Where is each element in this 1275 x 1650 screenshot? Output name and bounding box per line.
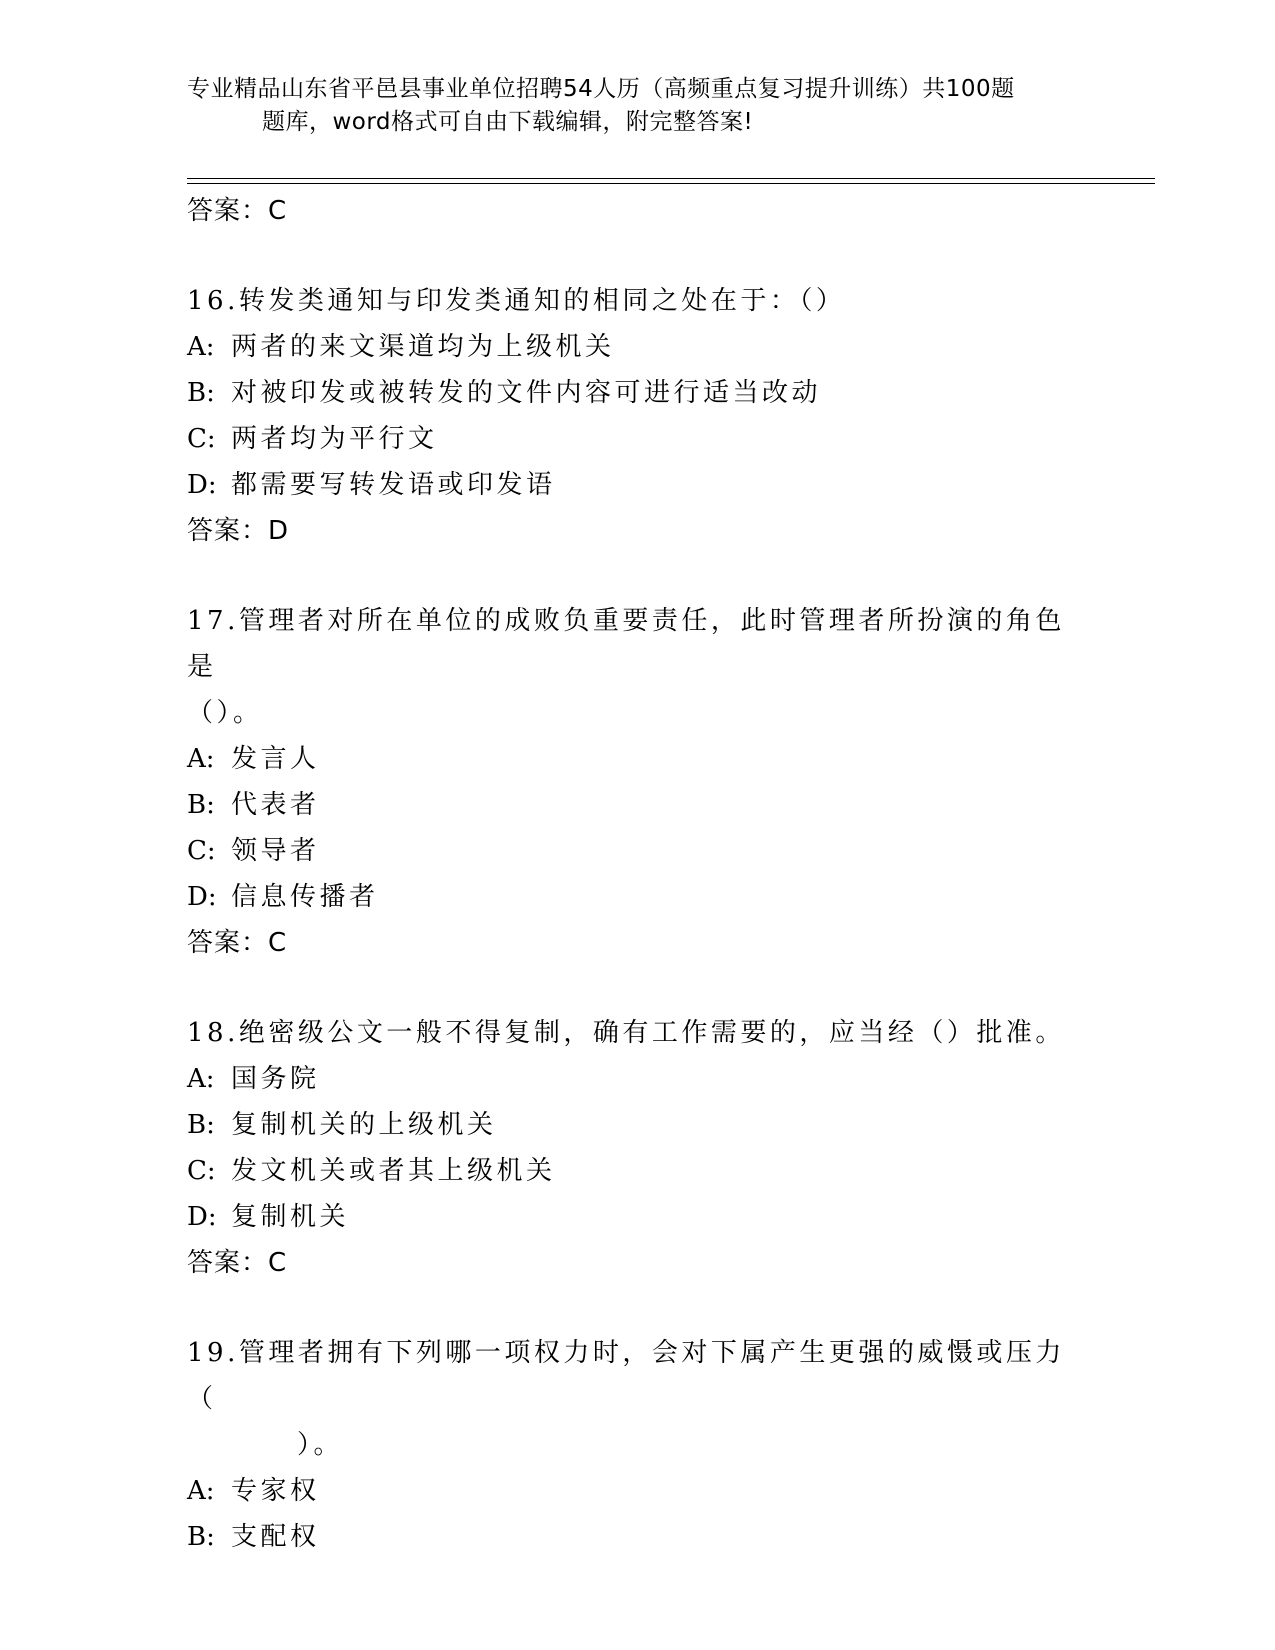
option-c — [187, 828, 1087, 874]
option-text: 对被印发或被转发的文件内容可进行适当改动 — [231, 378, 822, 408]
option-letter: B: — [187, 1110, 215, 1140]
option-letter: D: — [187, 470, 217, 500]
question-text: 18.绝密级公文一般不得复制，确有工作需要的，应当经（）批准。 — [187, 1018, 1065, 1048]
option-letter: B: — [187, 1522, 215, 1552]
answer: 答案：C — [187, 1248, 288, 1278]
option-letter: B: — [187, 378, 215, 408]
option-text: 都需要写转发语或印发语 — [231, 470, 556, 500]
option-text: 国务院 — [231, 1064, 320, 1094]
option-a — [187, 736, 1087, 782]
option-d — [187, 1194, 1087, 1240]
option-text: 支配权 — [231, 1522, 320, 1552]
option-text: 代表者 — [231, 790, 320, 820]
option-a — [187, 324, 1087, 370]
option-a — [187, 1468, 1087, 1514]
option-a — [187, 1056, 1087, 1102]
option-letter: C: — [187, 424, 216, 454]
question-16 — [187, 278, 1087, 554]
question-text: 16.转发类通知与印发类通知的相同之处在于：（） — [187, 286, 846, 316]
option-letter: B: — [187, 790, 215, 820]
option-text: 发言人 — [231, 744, 320, 774]
page-header — [187, 73, 1067, 139]
option-text: 两者均为平行文 — [231, 424, 438, 454]
header-divider-thin — [187, 183, 1155, 184]
question-19 — [187, 1330, 1087, 1560]
header-line-2: 题库，word格式可自由下载编辑，附完整答案! — [262, 109, 754, 135]
option-letter: C: — [187, 1156, 216, 1186]
option-b — [187, 370, 1087, 416]
option-text: 复制机关的上级机关 — [231, 1110, 497, 1140]
option-b — [187, 782, 1087, 828]
option-b — [187, 1102, 1087, 1148]
answer: 答案：D — [187, 516, 290, 546]
option-letter: A: — [187, 1064, 215, 1094]
option-letter: D: — [187, 1202, 217, 1232]
header-divider — [187, 178, 1155, 179]
option-c — [187, 1148, 1087, 1194]
option-c — [187, 416, 1087, 462]
question-text-continued: （）。 — [187, 698, 263, 728]
question-list — [187, 188, 1087, 1560]
option-text: 发文机关或者其上级机关 — [231, 1156, 556, 1186]
option-d — [187, 874, 1087, 920]
answer: 答案：C — [187, 928, 288, 958]
question-17 — [187, 598, 1087, 966]
option-letter: A: — [187, 1476, 215, 1506]
question-text: 17.管理者对所在单位的成败负重要责任，此时管理者所扮演的角色是 — [187, 606, 1065, 682]
option-text: 信息传播者 — [231, 882, 379, 912]
option-letter: A: — [187, 744, 215, 774]
option-d — [187, 462, 1087, 508]
option-letter: C: — [187, 836, 216, 866]
option-text: 复制机关 — [231, 1202, 350, 1232]
option-letter: D: — [187, 882, 217, 912]
previous-answer: 答案：C — [187, 196, 288, 226]
option-b — [187, 1514, 1087, 1560]
question-text: 19.管理者拥有下列哪一项权力时，会对下属产生更强的威慑或压力（ — [187, 1338, 1065, 1414]
option-text: 领导者 — [231, 836, 320, 866]
question-18 — [187, 1010, 1087, 1286]
question-text-continued: ）。 — [297, 1430, 344, 1460]
option-letter: A: — [187, 332, 215, 362]
header-line-1: 专业精品山东省平邑县事业单位招聘54人历（高频重点复习提升训练）共100题 — [187, 76, 1015, 102]
option-text: 两者的来文渠道均为上级机关 — [231, 332, 615, 362]
option-text: 专家权 — [231, 1476, 320, 1506]
